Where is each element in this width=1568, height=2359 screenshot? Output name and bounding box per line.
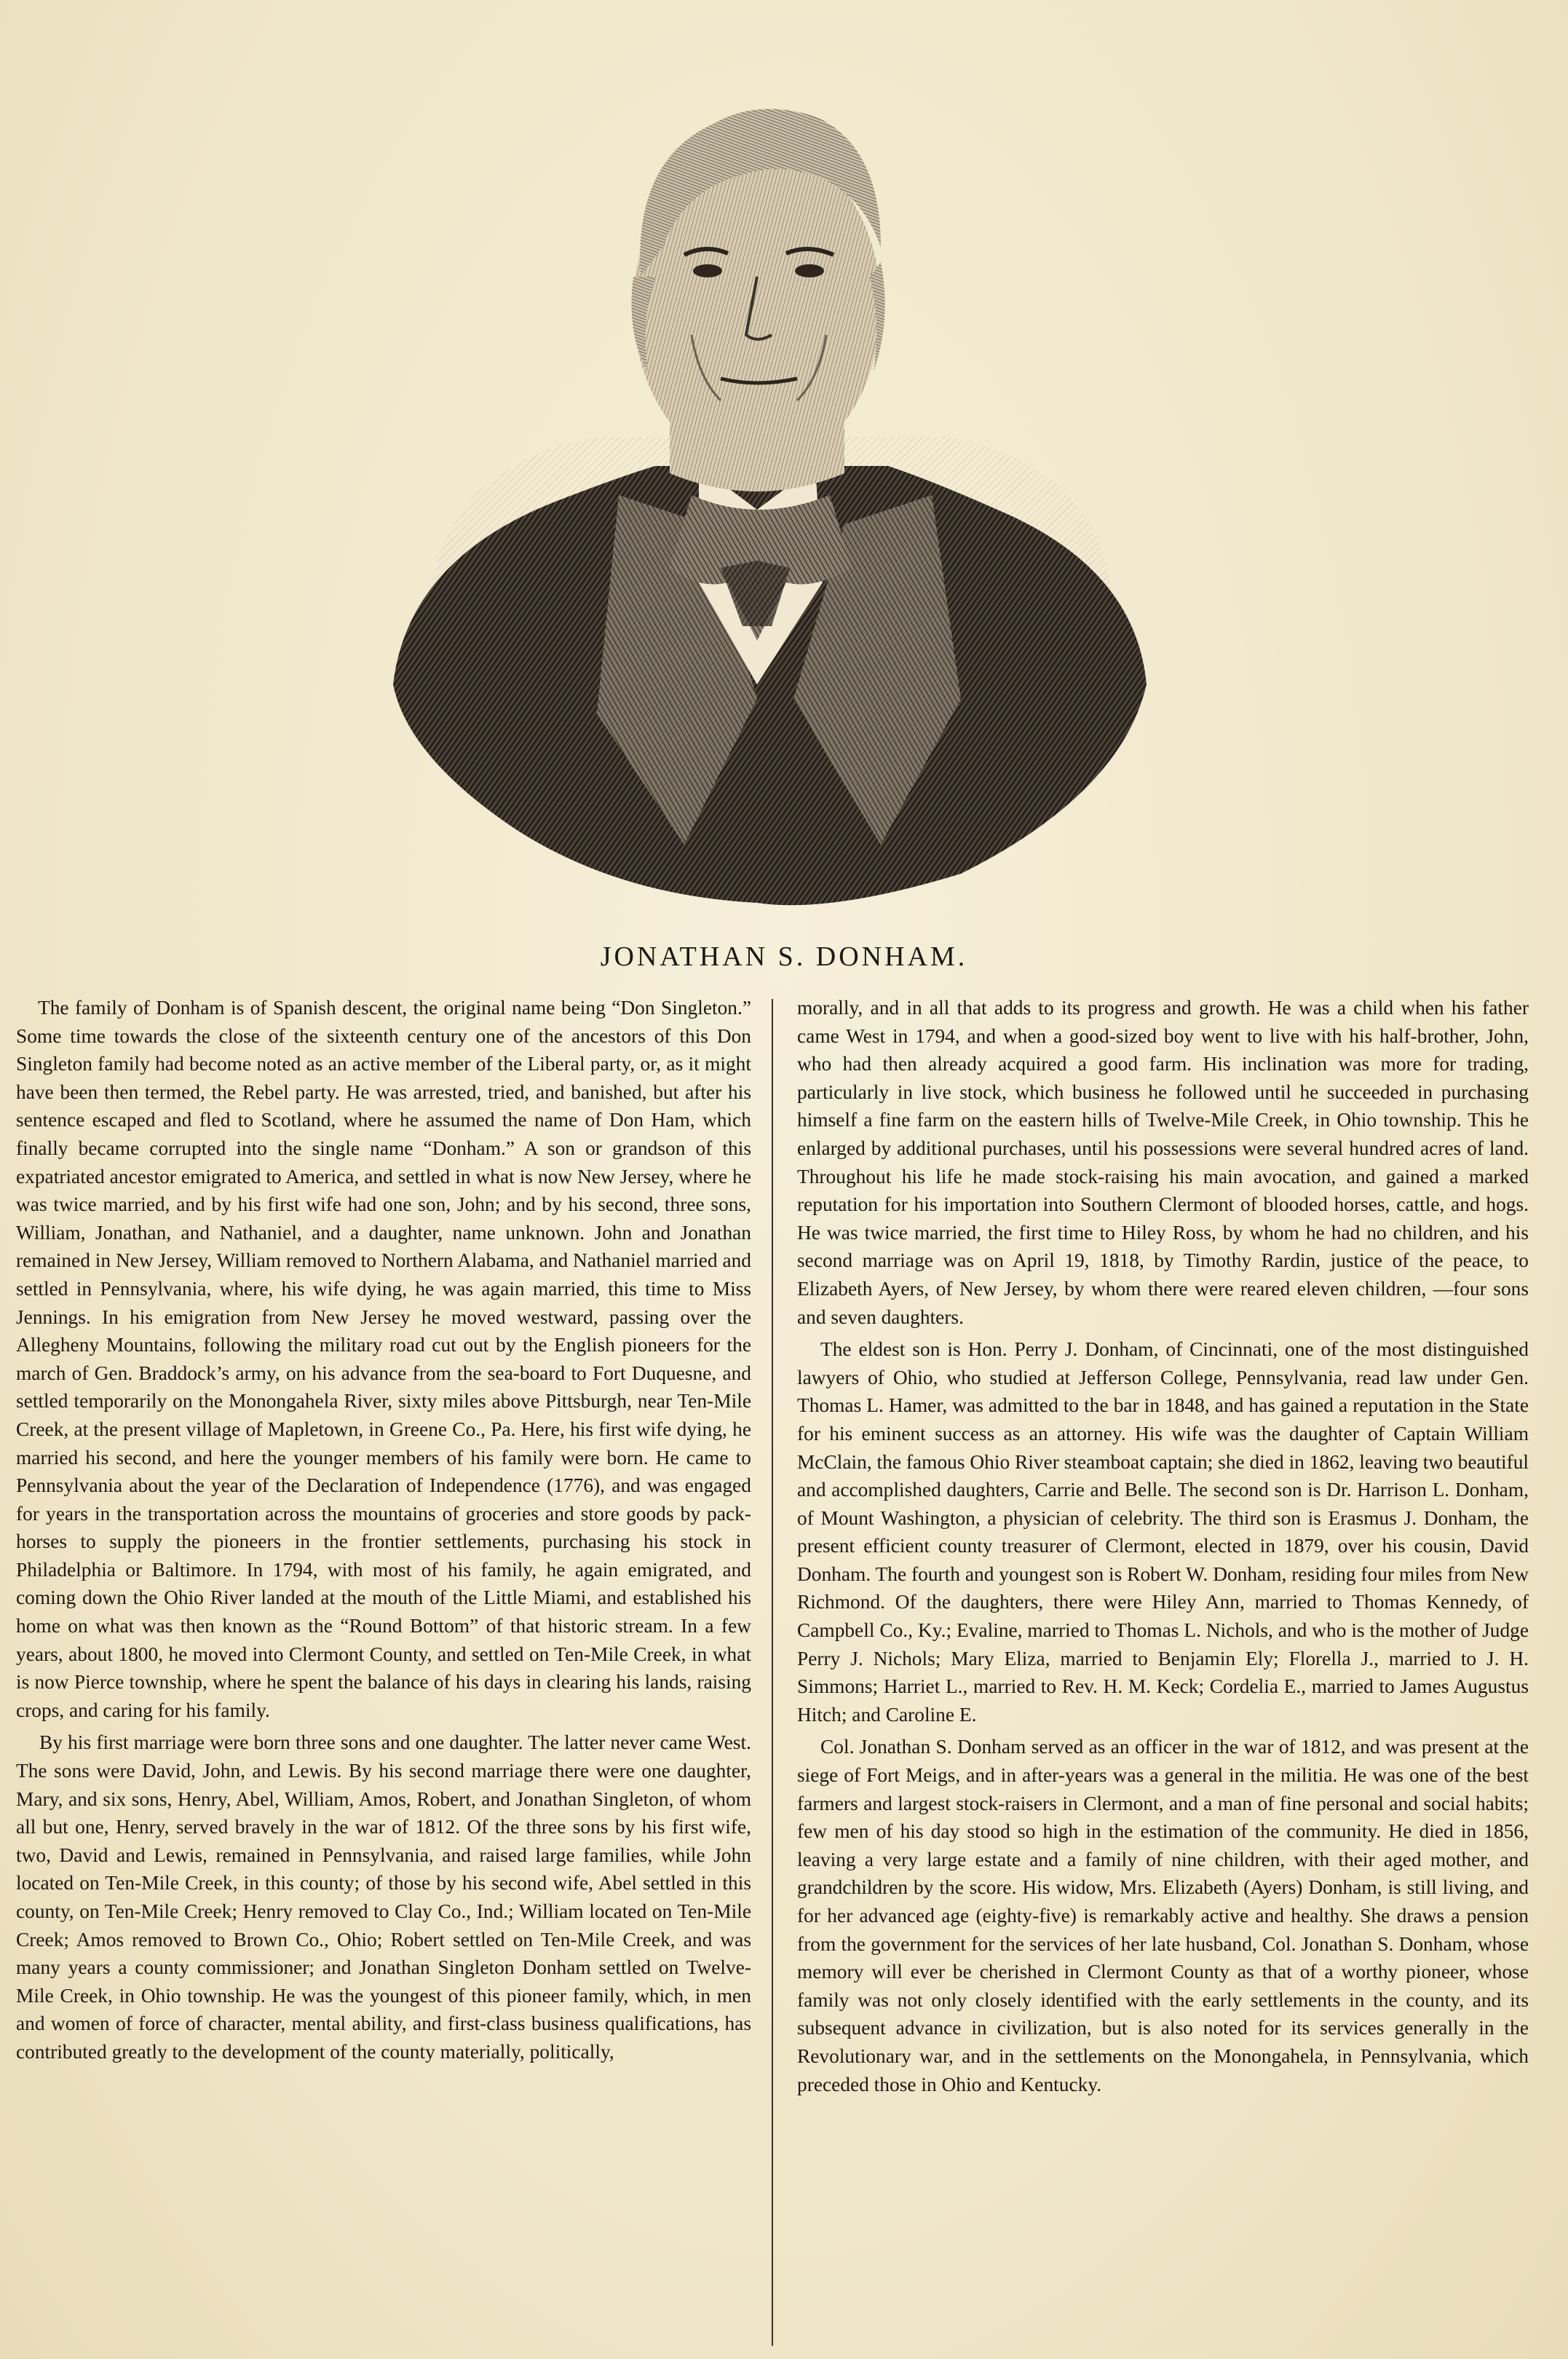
right-text-column: [797, 994, 1529, 2103]
paragraph: Col. Jonathan S. Donham served as an officer in the war of 1812, and was present at the siege of Fort Meigs, and in after-years was a general in the militia. He was one of the best farmers and largest stock-raisers in Clermont, and a man of fine personal and social habits; few men of his day stood so high in the estimation of the community. He died in 1856, leaving a very large estate and a family of nine children, with their aged mother, and grandchildren by the score. His widow, Mrs. Elizabeth (Ayers) Donham, is still living, and for her advanced age (eighty-five) is remarkably active and healthy. She draws a pension from the government for the services of her late husband, Col. Jonathan S. Donham, whose memory will ever be cherished in Clermont County as that of a worthy pioneer, whose family was not only closely identified with the early settlements in the county, and its subsequent advance in civilization, but is also noted for its services generally in the Revolutionary war, and in the settlements on the Monongahela, in Pennsylvania, which preceded those in Ohio and Kentucky.: [797, 1736, 1529, 2095]
page-title: JONATHAN S. DONHAM.: [600, 941, 968, 972]
paragraph: By his first marriage were born three sons and one daughter. The latter never came West. The sons were David, John, and Lewis. By his second marriage there were one daughter, Mary, and six sons, Henry, Abel, William, Amos, Robert, and Jonathan Singleton, of whom all but one, Henry, served bravely in the war of 1812. Of the three sons by his first wife, two, David and Lewis, remained in Pennsylvania, and raised large families, while John located on Ten-Mile Creek, in this county; of those by his second wife, Abel settled in this county, on Ten-Mile Creek; Henry removed to Clay Co., Ind.; William located on Ten-Mile Creek; Amos removed to Brown Co., Ohio; Robert settled on Ten-Mile Creek, and was many years a county commissioner; and Jonathan Singleton Donham settled on Twelve-Mile Creek, in Ohio township. He was the youngest of this pioneer family, which, in men and women of force of character, mental ability, and first-class business qualifications, has contributed greatly to the development of the county materially, politically,: [16, 1731, 751, 2063]
paragraph: The family of Donham is of Spanish descent, the original name being “Don Singleton.” Some time towards the close of the sixteenth century one of the ancestors of this Don Singleton family had become noted as an active member of the Liberal party, or, as it might have been then termed, the Rebel party. He was arrested, tried, and banished, but after his sentence escaped and fled to Scotland, where he assumed the name of Don Ham, which finally became corrupted into the single name “Donham.” A son or grandson of this expatriated ancestor emigrated to America, and settled in what is now New Jersey, where he was twice married, and by his first wife had one son, John; and by his second, three sons, William, Jonathan, and Nathaniel, and a daughter, name unknown. John and Jonathan remained in New Jersey, William removed to Northern Alabama, and Nathaniel married and settled in Pennsylvania, where, his wife dying, he was again married, this time to Miss Jennings. In his emigration from New Jersey he moved westward, passing over the Allegheny Mountains, following the military road cut out by the English pioneers for the march of Gen. Braddock’s army, on his advance from the sea-board to Fort Duquesne, and settled temporarily on the Monongahela River, sixty miles above Pittsburgh, near Ten-Mile Creek, at the present village of Mapletown, in Greene Co., Pa. Here, his first wife dying, he married his second, and here the younger members of his family were born. He came to Pennsylvania about the year of the Declaration of Independence (1776), and was engaged for years in the transportation across the mountains of groceries and store goods by pack-horses to supply the pioneers in the frontier settlements, purchasing his stock in Philadelphia or Baltimore. In 1794, with most of his family, he again emigrated, and coming down the Ohio River landed at the mouth of the Little Miami, and established his home on what was then known as the “Round Bottom” of that historic stream. In a few years, about 1800, he moved into Clermont County, and settled on Ten-Mile Creek, in what is now Pierce township, where he spent the balance of his days in clearing his lands, raising crops, and caring for his family.: [16, 997, 751, 1721]
engraving-svg: [379, 58, 1157, 917]
portrait-engraving: [379, 58, 1157, 917]
left-text-column: [16, 994, 751, 2071]
paragraph: The eldest son is Hon. Perry J. Donham, of Cincinnati, one of the most distinguished lawyers of Ohio, who studied at Jefferson College, Pennsylvania, read law under Gen. Thomas L. Hamer, was admitted to the bar in 1848, and has gained a reputation in the State for his eminent success as an attorney. His wife was the daughter of Captain William McClain, the famous Ohio River steamboat captain; she died in 1862, leaving two beautiful and accomplished daughters, Carrie and Belle. The second son is Dr. Harrison L. Donham, of Mount Washington, a physician of celebrity. The third son is Erasmus J. Donham, the present efficient county treasurer of Clermont, elected in 1879, over his cousin, David Donham. The fourth and youngest son is Robert W. Donham, residing four miles from New Richmond. Of the daughters, there were Hiley Ann, married to Thomas Kennedy, of Campbell Co., Ky.; Evaline, married to Thomas L. Nichols, and who is the mother of Judge Perry J. Nichols; Mary Eliza, married to Benjamin Ely; Florella J., married to J. H. Simmons; Harriet L., married to Rev. H. M. Keck; Cordelia E., married to James Augustus Hitch; and Caroline E.: [797, 1338, 1529, 1726]
paragraph: morally, and in all that adds to its progress and growth. He was a child when his father came West in 1794, and when a good-sized boy went to live with his half-brother, John, who had then already acquired a good farm. His inclination was more for trading, particularly in live stock, which business he followed until he succeeded in purchasing himself a fine farm on the eastern hills of Twelve-Mile Creek, in Ohio township. This he enlarged by additional purchases, until his possessions were several hundred acres of land. Throughout his life he made stock-raising his main avocation, and gained a marked reputation for his importation into Southern Clermont of blooded horses, cattle, and hogs. He was twice married, the first time to Hiley Ross, by whom he had no children, and his second marriage was on April 19, 1818, by Timothy Rardin, justice of the peace, to Elizabeth Ayers, of New Jersey, by whom there were reared eleven children, —four sons and seven daughters.: [797, 997, 1529, 1328]
column-divider: [772, 999, 773, 2346]
